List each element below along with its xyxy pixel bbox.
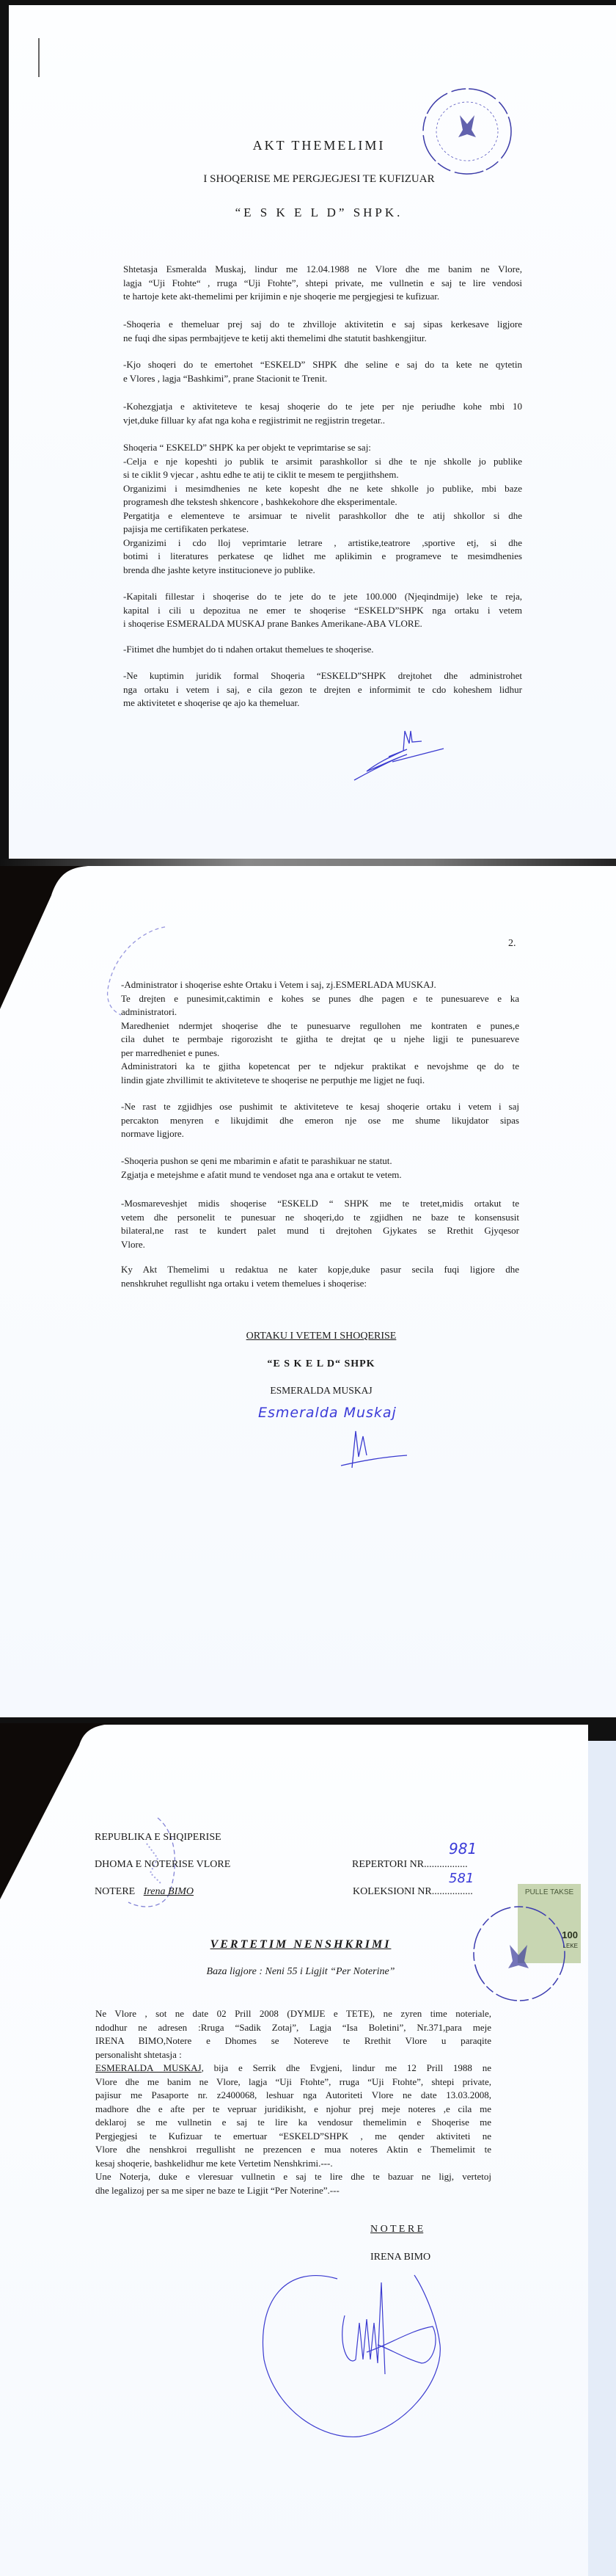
text-line: dhe legalizoj per sa me siper ne baze te Ligjit “Per Noterine”.--- [95,2184,340,2196]
paragraph-block [123,263,522,304]
text-line: Shoqeria “ ESKELD” SHPK ka per objekt te veprimtarise se saj: [123,442,371,453]
text-line: -Fitimet dhe humbjet do ti ndahen ortakut themelues te shoqerise. [123,644,374,655]
text-line: te hartoje kete akt-themelimi per krijimin e nje shoqerie me pergjegjesi te kufizuar. [123,291,440,302]
paragraph [121,978,519,1087]
paragraph [123,590,522,631]
text-line: nga ortaku i vetem i saj, e cila gezon te drejten e informimit te cdo koheshem lidhur [123,683,522,695]
text-line: -Ne rast te zgjidhjes ose pushimit te aktiviteteve te kesaj shoqerie ortaku i vetem i saj [121,1101,519,1112]
text-line: brenda dhe jashte ketyre institucioneve jo publike. [123,564,315,575]
page-1 [9,5,616,859]
text-line: administratori. [121,1006,177,1017]
signatory-company: “E S K E L D“ SHPK [267,1358,375,1369]
notary-line [95,1886,194,1898]
paragraph-block [123,455,522,482]
paragraph [121,1100,519,1141]
paragraph-block [121,1263,519,1290]
paragraph [121,1263,519,1290]
text-line: madhore dhe e afte per te vepruar juridikisht, e njohur prej meje noteres ,e cila me [95,2103,491,2114]
paragraph-block [121,992,519,1019]
paragraph-block [123,358,522,385]
person-name: ESMERALDA MUSKAJ [95,2062,202,2073]
text-line: programesh dhe tekstesh shkencore , bashkekohore dhe eksperimentale. [123,496,397,507]
text-line: ndodhur ne adresen :Rruga “Sadik Zotaj”, Lagja “Isa Boletini”, Nr.371,para meje [95,2021,491,2033]
text-line: lagja “Uji Ftohte“ , rruga “Uji Ftohte”, shtepi private, me vullnetin e saj te lire vendosi [123,277,522,288]
signature [352,729,447,784]
paragraph-block [123,482,522,509]
text-line: si te ciklit 9 vjecar , ashtu edhe te atij te ciklit te mesem te pergjithshem. [123,469,399,480]
chamber-label: DHOMA E NOTERISE VLORE [95,1859,231,1870]
text-line: Maredheniet ndermjet shoqerise dhe te punesuarve regullohen me kontraten e punes,e [121,1019,519,1031]
paragraph [95,2007,491,2062]
paragraph [123,263,522,304]
paragraph-block [95,2075,491,2171]
text-line: i shoqerise ESMERALDA MUSKAJ prane Bankes Amerikane-ABA VLORE. [123,618,422,629]
paragraph-block [121,1197,519,1251]
text-line: normave ligjore. [121,1128,184,1139]
notary-name: Irena BIMO [143,1886,194,1897]
paragraph [123,643,522,657]
paragraph-block [123,669,522,710]
text-line: vjet,duke filluar ky afat nga koha e regjistrimit ne regjistrin tregetar.. [123,414,386,426]
text-line: deklaroj se me vullnetin e saj te lire ka vendosur themelimin e Shoqerise me [95,2117,491,2128]
legal-basis: Baza ligjore : Neni 55 i Ligjit “Per Noterine” [206,1966,395,1977]
pen-mark [38,38,40,77]
tax-stamp-unit: LEKE [562,1943,578,1949]
text-line: -Kapitali fillestar i shoqerise do te jete do te jete 100.000 (Njeqindmije) leke te reja, [123,591,522,602]
repertori-label: REPERTORI NR................. [352,1859,468,1870]
text-line: Une Noterja, duke e vleresuar vullnetin e saj te lire dhe te bazuar ne ligj, vertetoj [95,2171,491,2182]
scan-edge [588,1717,616,1741]
text-line: per marredheniet e punes. [121,1047,220,1058]
text-line: IRENA BIMO,Notere e Dhomes se Notereve te Rrethit Vlore u paraqite [95,2035,491,2046]
text-line: ne fuqi dhe sipas permbajtjeve te ketij akti themelimi dhe statutit bashkengjitur. [123,332,427,343]
text-line: pajisja me certifikaten perkatese. [123,523,249,534]
paragraph-block [123,643,522,657]
text-line: -Ne kuptimin juridik formal Shoqeria “ESKELD”SHPK drejtohet dhe administrohet [123,670,522,681]
text-line: -Mosmareveshjet midis shoqerise “ESKELD “ SHPK me te tretet,midis ortakut te [121,1198,519,1209]
signatory-name: ESMERALDA MUSKAJ [270,1385,373,1396]
text-line: Organizimi i cdo lloj veprimtarie letrare , artistike,teatrore ,sportive etj, si dhe [123,536,522,548]
paragraph [121,1154,519,1182]
paragraph-block [123,590,522,631]
text-line: Vlore. [121,1238,145,1250]
paragraph [121,1197,519,1251]
text-line: pajisur me Pasaporte nr. z2400068, leshuar nga Autoriteti Vlore ne date 13.03.2008, [95,2089,491,2100]
paragraph-block [121,1060,519,1087]
paragraph-block [121,1154,519,1168]
text-line: Ky Akt Themelimi u redaktua ne kater kopje,duke pasur secila fuqi ligjore dhe [121,1264,519,1275]
paragraph-block [121,1100,519,1141]
text-line: Vlore dhe me banim ne Vlore, lagja “Uji Ftohte”, rruga “Uji Ftohte”, shtepi private, [95,2075,491,2087]
paragraph-block [95,2170,491,2197]
text-line: -Celja e nje kopeshti jo publik te arsimit parashkollor si dhe te nje shkolle jo publike [123,455,522,467]
text-line: Pergatitja e elementeve te arsimuar te nivelit parashkollor dhe te atij shkollor si dhe [123,509,522,521]
paragraph [123,669,522,710]
text-line: kapital i cili u depozitua ne emer te shoqerise “ESKELD”SHPK nga ortaku i vetem [123,604,522,616]
notary-seal-icon [414,82,521,181]
text-line: -Shoqeria pushon se qeni me mbarimin e afatit te parashikuar ne statut. [121,1155,392,1166]
repertori-number: 981 [449,1840,477,1858]
scan-edge [588,1739,616,2576]
notary-seal-icon [469,1901,568,2004]
koleksioni-label: KOLEKSIONI NR................ [353,1886,473,1897]
paragraph-block [123,318,522,345]
tax-stamp-label: PULLE TAKSE [524,1888,574,1896]
paragraph-block [123,536,522,578]
signature [257,2271,455,2440]
text-line: -Administrator i shoqerise eshte Ortaku i Vetem i saj, zj.ESMERLADA MUSKAJ. [121,979,436,990]
text-line: vetem dhe personelit te punesuar ne shoqeri,do te zgjidhen ne baze te konsensusit [121,1211,519,1223]
signatory-heading: ORTAKU I VETEM I SHOQERISE [246,1331,397,1342]
text-line: personalisht shtetasja : [95,2048,182,2060]
paragraph-block [121,978,519,992]
paragraph [123,318,522,345]
text-line: -Kohezgjatja e aktiviteteve te kesaj shoqerie do te jete per nje periudhe kohe mbi 10 [123,401,522,412]
handwritten-name: Esmeralda Muskaj [258,1405,397,1421]
tax-stamp-value: 100 [562,1929,578,1940]
text-line: cila duhet te permbaje rigorozisht te gjitha te drejtat qe u njehe ligji te punesuareve [121,1033,519,1044]
paragraph-block [123,441,522,455]
paragraph [95,2075,491,2198]
text-line: Organizimi i mesimdhenies ne kete kopesht dhe ne kete shkolle jo publike, mbi baze [123,482,522,494]
text-line: kesaj shoqerie, bashkelidhur me kete Vertetim Nenshkrimi.---. [95,2157,333,2169]
paragraph [123,441,522,577]
republic-label: REPUBLIKA E SHQIPERISE [95,1832,221,1843]
text-line: nenshkruhet regullisht nga ortaku i vetem themelues i shoqerise: [121,1277,367,1289]
text-line: e Vlores , lagja “Bashkimi”, prane Stacionit te Trenit. [123,372,328,384]
text-line: -Shoqeria e themeluar prej saj do te zhvilloje aktivitetin e saj sipas kerkesave ligjore [123,319,522,330]
text-line: Pergjegjesi te Kufizuar te emertuar “ESKELD”SHPK , me qender aktiviteti ne [95,2130,491,2142]
text-line: Te drejten e punesimit,caktimin e kohes se punes dhe pagen e te punesuareve e ka [121,992,519,1004]
text-line: bilateral,ne rast te kundert palet mund ti drejtohen Gjykates se Rrethit Gjyqesor [121,1225,519,1236]
text-line: Zgjatja e metejshme e afatit mund te vendoset nga ana e ortakut te vetem. [121,1168,402,1180]
paragraph-block [95,2007,491,2062]
notary-label: NOTERE [95,1886,136,1897]
text-line: me aktivitetet e shoqerise qe ajo ka themeluar. [123,697,300,708]
text-line: Shtetasja Esmeralda Muskaj, lindur me 12.04.1988 ne Vlore dhe me banim ne Vlore, [123,263,522,274]
scan-shadow [0,1723,117,1907]
page-number: 2. [508,938,516,949]
page-separator [0,859,616,866]
document-title: AKT THEMELIMI [252,138,386,153]
scan-shadow [0,866,88,1013]
paragraph-block [123,509,522,536]
text-line: Vlore dhe nenshkroi rregullisht ne prezencen e mua noteres Aktin e Themelimit te [95,2144,491,2155]
text-line: Ne Vlore , sot ne date 02 Prill 2008 (DYMIJE e TETE), ne zyren time noteriale, [95,2008,491,2019]
text-line: -Kjo shoqeri do te emertohet “ESKELD” SHPK dhe seline e saj do ta kete ne qytetin [123,359,522,370]
paragraph [123,358,522,385]
text-line: percakton menyren e likujdimit dhe emeron nje ose me shume likujdator sipas [121,1114,519,1126]
text-line: botimi i literatures perkatese qe lidhet me aplikimin e programeve te mesimdhenies [123,550,522,561]
text-line: Administratori ka te gjitha kopetencat per te ndjekur praktikat e nevojshme qe do te [121,1060,519,1071]
paragraph [123,400,522,427]
person-line: ESMERALDA MUSKAJ, bija e Serrik dhe Evgjeni, lindur me 12 Prill 1988 ne [95,2062,491,2073]
koleksioni-number: 581 [449,1871,474,1886]
paragraph-block [123,400,522,427]
company-name: “E S K E L D” SHPK. [235,205,403,219]
signature-name: IRENA BIMO [370,2252,431,2263]
paragraph-block [121,1168,519,1182]
paragraph-block [121,1019,519,1060]
signature-title: N O T E R E [370,2224,424,2235]
certificate-heading: VERTETIM NENSHKRIMI [210,1938,392,1951]
signature [326,1427,414,1471]
document-subtitle: I SHOQERISE ME PERGJEGJESI TE KUFIZUAR [203,173,435,185]
text-line: lindin gjate zhvillimit te aktiviteteve te shoqerise ne perputhje me ligjet ne fuqi. [121,1074,425,1085]
